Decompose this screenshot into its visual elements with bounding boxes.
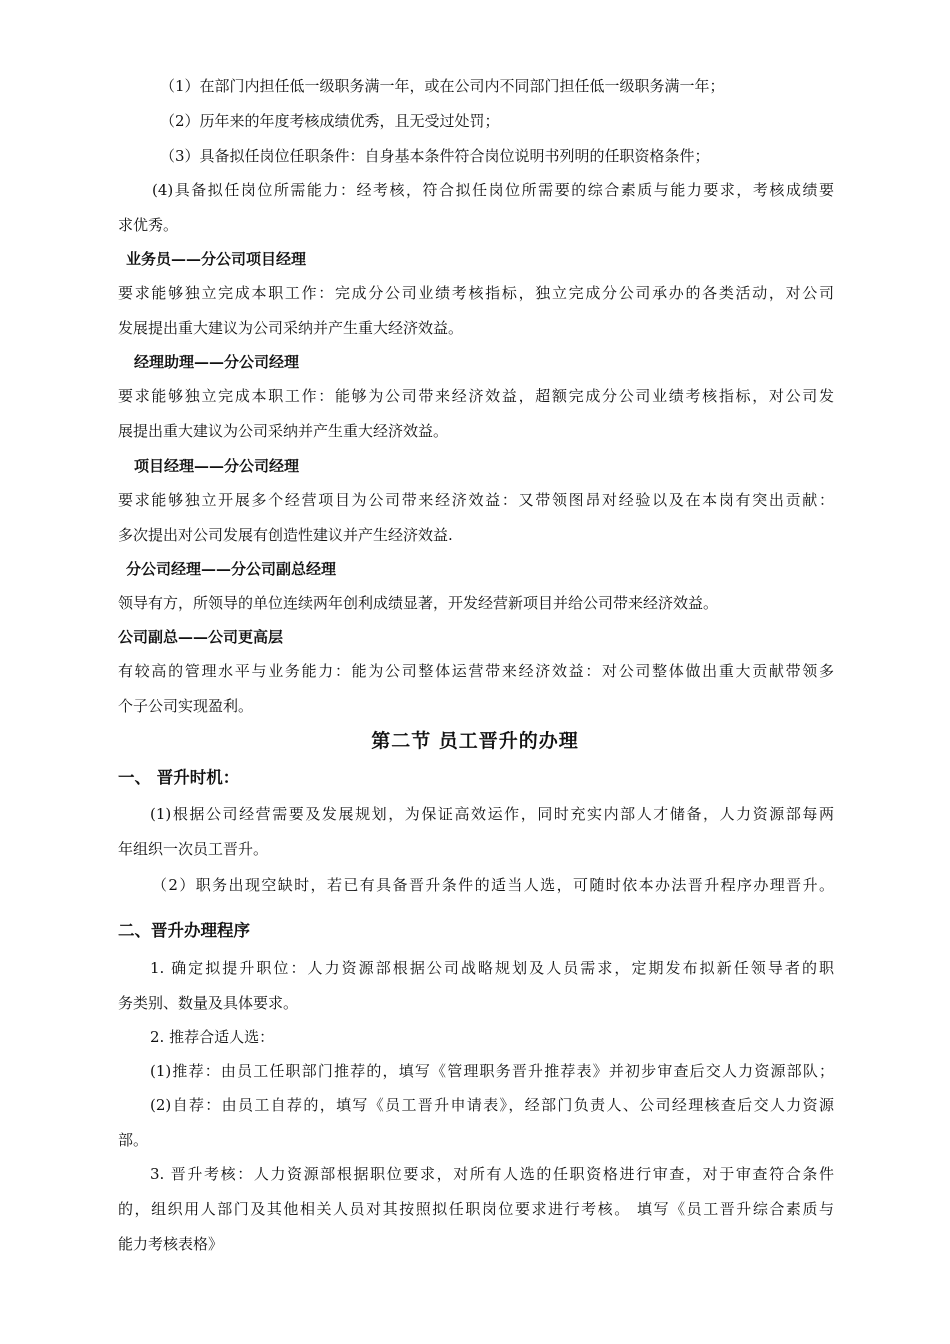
step-3-line1: 3. 晋升考核：人力资源部根据职位要求，对所有人选的任职资格进行审查，对于审查符合条件 xyxy=(150,1165,834,1183)
condition-4-line2: 求优秀。 xyxy=(118,216,179,234)
step-2-self-line2: 部。 xyxy=(118,1131,149,1149)
path-1-title: 业务员——分公司项目经理 xyxy=(126,250,307,268)
path-1-line2: 发展提出重大建议为公司采纳并产生重大经济效益。 xyxy=(118,319,464,337)
step-2: 2. 推荐合适人选： xyxy=(150,1028,275,1046)
condition-3: （3）具备拟任岗位任职条件：自身基本条件符合岗位说明书列明的任职资格条件； xyxy=(160,147,710,165)
timing-2: （2）职务出现空缺时，若已有具备晋升条件的适当人选，可随时依本办法晋升程序办理晋升。 xyxy=(152,876,834,894)
step-3-line2: 的，组织用人部门及其他相关人员对其按照拟任职岗位要求进行考核。 填写《员工晋升综合素质与 xyxy=(118,1200,834,1218)
path-4-line1: 领导有方，所领导的单位连续两年创利成绩显著，开发经营新项目并给公司带来经济效益。 xyxy=(118,594,719,612)
path-3-line1: 要求能够独立开展多个经营项目为公司带来经济效益：又带领图昂对经验以及在本岗有突出贡献： xyxy=(118,491,834,509)
path-5-line2: 个子公司实现盈利。 xyxy=(118,697,254,715)
path-2-line2: 展提出重大建议为公司采纳并产生重大经济效益。 xyxy=(118,422,449,440)
path-2-title: 经理助理——分公司经理 xyxy=(134,353,300,371)
path-3-line2: 多次提出对公司发展有创造性建议并产生经济效益. xyxy=(118,526,453,544)
path-5-title: 公司副总——公司更高层 xyxy=(118,628,284,646)
procedure-heading: 二、晋升办理程序 xyxy=(118,921,250,940)
path-1-line1: 要求能够独立完成本职工作：完成分公司业绩考核指标，独立完成分公司承办的各类活动，对公司 xyxy=(118,284,834,302)
path-5-line1: 有较高的管理水平与业务能力：能为公司整体运营带来经济效益：对公司整体做出重大贡献带领多 xyxy=(118,662,834,680)
step-1-line2: 务类别、数量及具体要求。 xyxy=(118,994,299,1012)
path-4-title: 分公司经理——分公司副总经理 xyxy=(126,560,337,578)
condition-2: （2）历年来的年度考核成绩优秀，且无受过处罚； xyxy=(160,112,500,130)
path-2-line1: 要求能够独立完成本职工作：能够为公司带来经济效益，超额完成分公司业绩考核指标，对公司发 xyxy=(118,387,834,405)
timing-1-line2: 年组织一次员工晋升。 xyxy=(118,840,269,858)
section-title: 第二节 员工晋升的办理 xyxy=(371,730,579,752)
step-2-self-line1: (2)自荐：由员工自荐的，填写《员工晋升申请表》，经部门负责人、公司经理核查后交人力资源 xyxy=(150,1096,834,1114)
step-1-line1: 1. 确定拟提升职位：人力资源部根据公司战略规划及人员需求，定期发布拟新任领导者的职 xyxy=(150,959,834,977)
timing-1-line1: (1)根据公司经营需要及发展规划，为保证高效运作，同时充实内部人才储备，人力资源部每两 xyxy=(150,805,834,823)
step-2-recommend: (1)推荐：由员工任职部门推荐的，填写《管理职务晋升推荐表》并初步审查后交人力资源部队； xyxy=(150,1062,834,1080)
timing-heading: 一、 晋升时机： xyxy=(118,768,240,787)
step-3-line3: 能力考核表格》 xyxy=(118,1235,224,1253)
condition-1: （1）在部门内担任低一级职务满一年，或在公司内不同部门担任低一级职务满一年； xyxy=(160,77,725,95)
path-3-title: 项目经理——分公司经理 xyxy=(134,457,300,475)
condition-4-line1: (4)具备拟任岗位所需能力：经考核，符合拟任岗位所需要的综合素质与能力要求，考核成绩要 xyxy=(152,181,834,199)
